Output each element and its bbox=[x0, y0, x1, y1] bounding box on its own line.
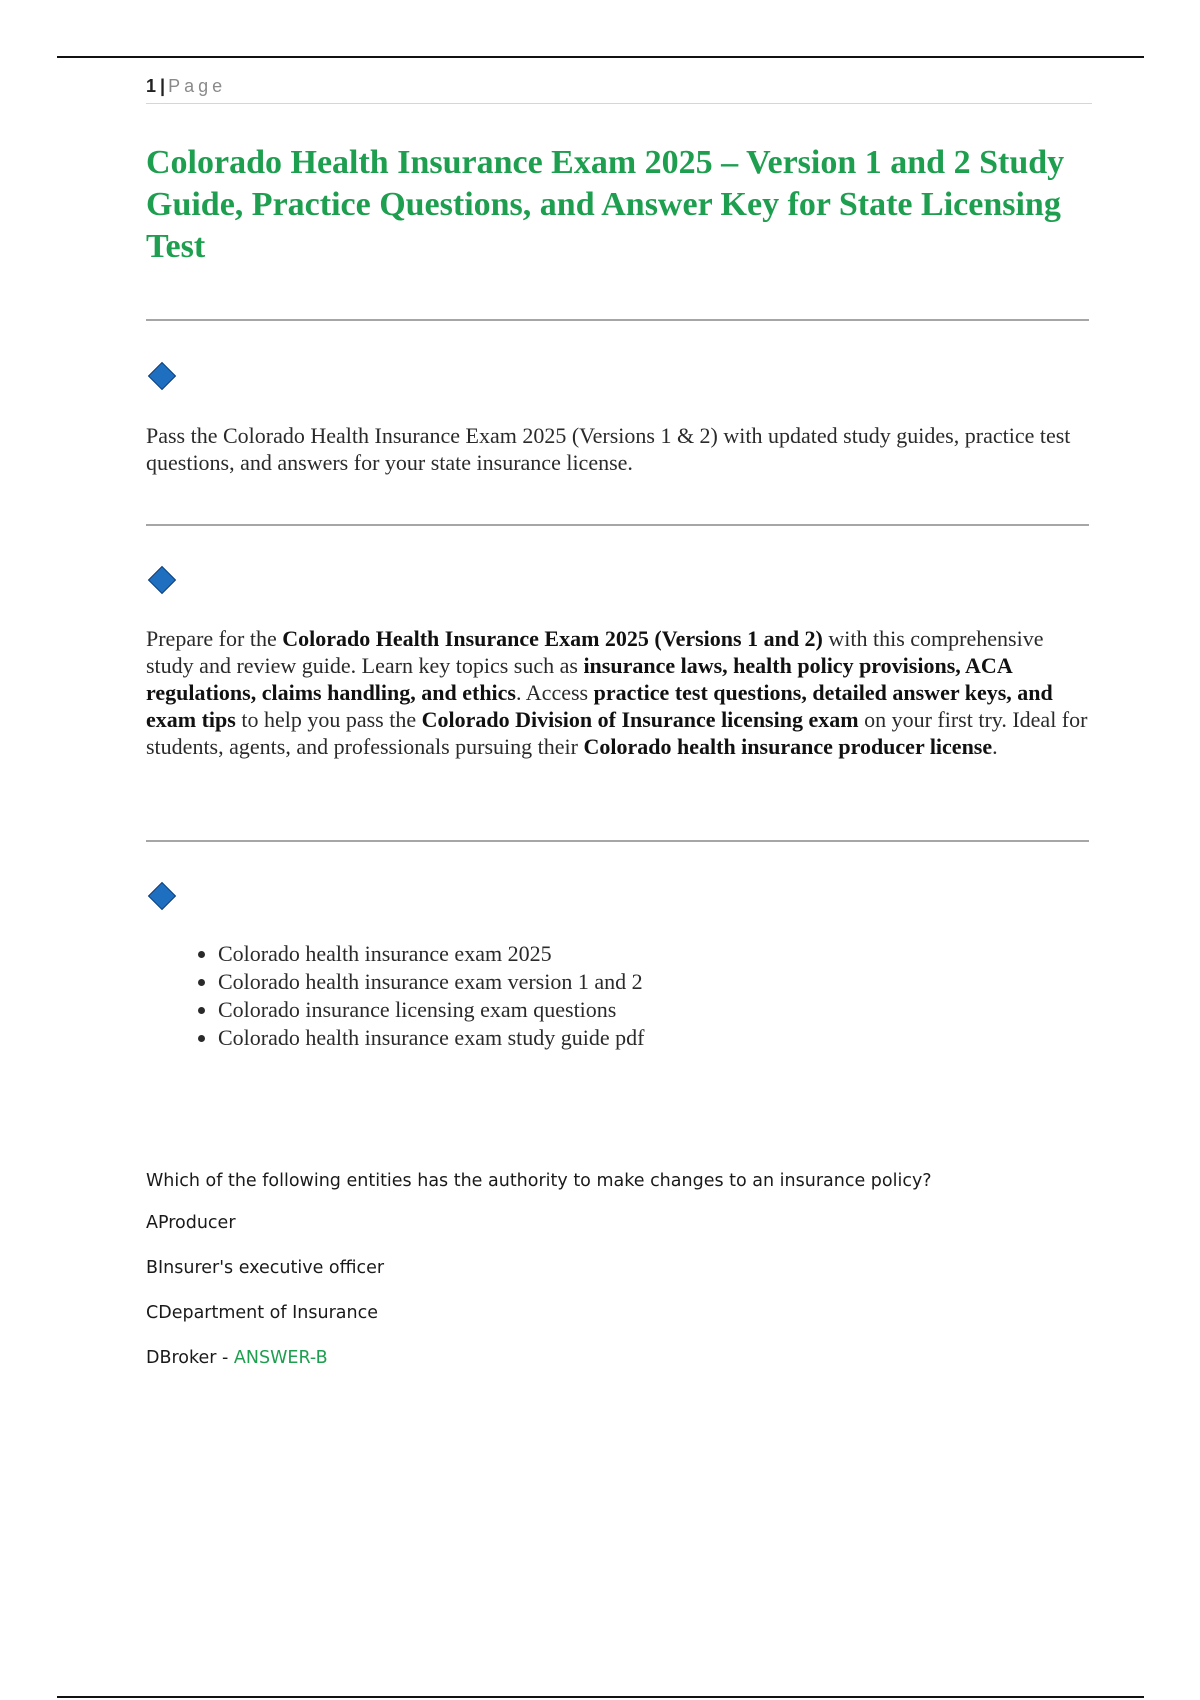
description-bold: Colorado health insurance producer license bbox=[583, 734, 993, 759]
description-text: . Access bbox=[516, 680, 594, 705]
page-border-top bbox=[57, 56, 1144, 58]
answer-option-b: BInsurer's executive officer bbox=[146, 1258, 385, 1278]
diamond-icon bbox=[148, 362, 176, 390]
summary-paragraph: Pass the Colorado Health Insurance Exam 2025 (Versions 1 & 2) with updated study guides, practice test questions, and answers for your state insurance license. bbox=[146, 423, 1071, 475]
diamond-icon bbox=[148, 566, 176, 594]
list-item: • Colorado health insurance exam 2025 bbox=[218, 940, 644, 968]
diamond-icon bbox=[148, 882, 176, 910]
description-bold: insurance laws, health policy provisions, ACA regulations, claims handling, and ethics bbox=[146, 653, 1012, 705]
document-title: Colorado Health Insurance Exam 2025 – Version 1 and 2 Study Guide, Practice Questions, and Answer Key for State Licensing Test bbox=[146, 144, 1065, 265]
page-word: Page bbox=[168, 76, 227, 96]
keyword-list bbox=[146, 940, 644, 1052]
section-divider bbox=[146, 319, 1089, 321]
question-text: Which of the following entities has the authority to make changes to an insurance policy? bbox=[146, 1171, 932, 1191]
page-separator: | bbox=[160, 76, 166, 96]
description-text: with this comprehensive study and review guide. Learn key topics such as bbox=[146, 626, 1044, 678]
answer-option-c: CDepartment of Insurance bbox=[146, 1303, 378, 1323]
description-bold: practice test questions, detailed answer keys, and exam tips bbox=[146, 680, 1053, 732]
answer-key: ANSWER-B bbox=[233, 1348, 328, 1368]
description-paragraph bbox=[146, 625, 1092, 760]
practice-question bbox=[146, 1171, 1092, 1393]
section-divider bbox=[146, 840, 1089, 842]
description-text: . bbox=[992, 734, 998, 759]
description-bold: Colorado Division of Insurance licensing exam bbox=[421, 707, 859, 732]
answer-option-d bbox=[146, 1348, 1092, 1393]
page-number: 1 bbox=[146, 76, 157, 96]
page-border-bottom bbox=[57, 1696, 1144, 1698]
description-text: Prepare for the bbox=[146, 626, 283, 651]
list-item: • Colorado health insurance exam study guide pdf bbox=[218, 1024, 644, 1052]
page-header bbox=[146, 72, 1092, 104]
answer-option-d-label: DBroker - bbox=[146, 1348, 234, 1368]
list-item: • Colorado insurance licensing exam questions bbox=[218, 996, 644, 1024]
section-divider bbox=[146, 524, 1089, 526]
answer-option-a: AProducer bbox=[146, 1213, 236, 1233]
description-text: to help you pass the bbox=[235, 707, 422, 732]
description-text: on your first try. Ideal for students, agents, and professionals pursuing their bbox=[146, 707, 1088, 759]
title-section bbox=[146, 142, 1092, 268]
list-item: • Colorado health insurance exam version 1 and 2 bbox=[218, 968, 644, 996]
description-bold: Colorado Health Insurance Exam 2025 (Versions 1 and 2) bbox=[282, 626, 823, 651]
